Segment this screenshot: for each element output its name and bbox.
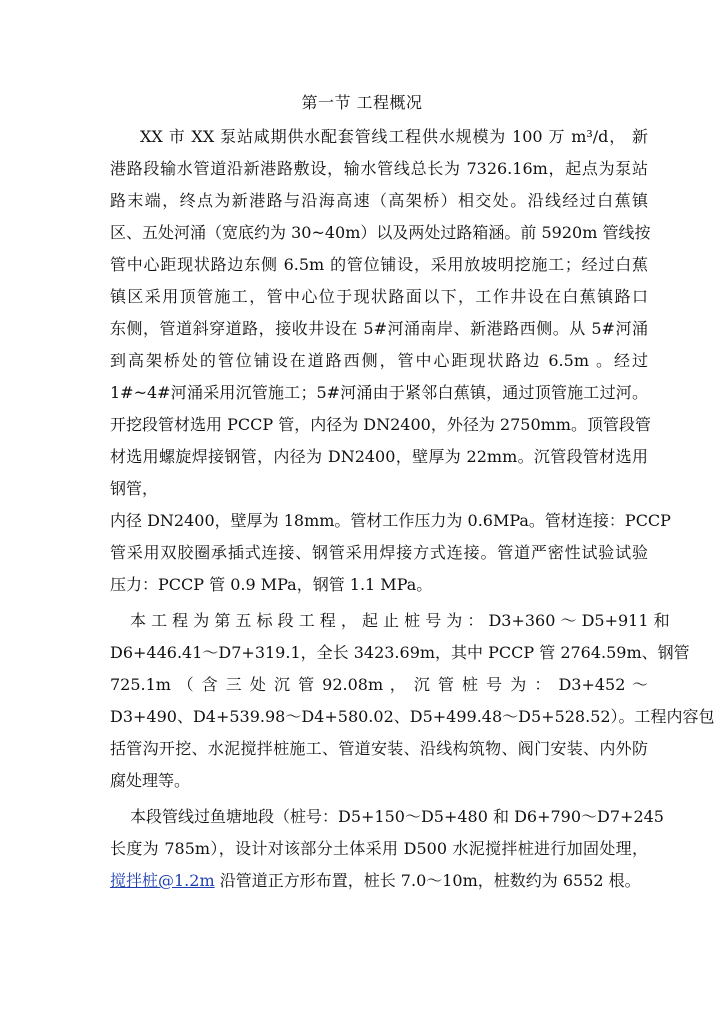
paragraph-1-line-11: 材选用螺旋焊接钢管，内径为 DN2400，壁厚为 22mm。沉管段管材选用	[110, 447, 648, 466]
paragraph-1-line-13: 内径 DN2400，壁厚为 18mm。管材工作压力为 0.6MPa。管材连接：PCCP	[110, 511, 671, 530]
paragraph-2-line-6: 腐处理等。	[110, 771, 191, 790]
paragraph-1-line-10: 开挖段管材选用 PCCP 管，内径为 DN2400，外径为 2750mm。顶管段管	[110, 415, 651, 434]
paragraph-3-line-2: 长度为 785m），设计对该部分土体采用 D500 水泥搅拌桩进行加固处理，	[110, 839, 648, 858]
paragraph-1-line-1: XX 市 XX 泵站咸期供水配套管线工程供水规模为 100 万 m³/d， 新	[140, 127, 648, 146]
paragraph-2-line-1: 本 工 程 为 第 五 标 段 工 程 ， 起 止 桩 号 为 ： D3+360 ～ D5+911 和	[130, 611, 670, 630]
paragraph-3-line-1: 本段管线过鱼塘地段（桩号：D5+150～D5+480 和 D6+790～D7+245	[130, 807, 664, 826]
paragraph-1-line-2: 港路段输水管道沿新港路敷设，输水管线总长为 7326.16m，起点为泵站	[110, 159, 648, 178]
paragraph-1-line-8: 到高架桥处的管位铺设在道路西侧，管中心距现状路边 6.5m 。经过	[110, 351, 648, 370]
paragraph-1-line-6: 镇区采用顶管施工，管中心位于现状路面以下，工作井设在白蕉镇路口	[110, 287, 648, 306]
paragraph-1-line-3: 路末端，终点为新港路与沿海高速（高架桥）相交处。沿线经过白蕉镇	[110, 191, 648, 210]
paragraph-2-line-5: 括管沟开挖、水泥搅拌桩施工、管道安装、沿线构筑物、阀门安装、内外防	[110, 739, 648, 758]
section-title: 第一节 工程概况	[301, 93, 423, 112]
paragraph-2-line-2: D6+446.41～D7+319.1，全长 3423.69m，其中 PCCP 管 2764.59m、钢管	[110, 643, 690, 662]
pile-spacing-link[interactable]: 搅拌桩@1.2m	[110, 871, 215, 890]
paragraph-3-line-3	[110, 868, 648, 894]
paragraph-1-line-15: 压力：PCCP 管 0.9 MPa，钢管 1.1 MPa。	[110, 575, 433, 594]
paragraph-1-line-9: 1#~4#河涌采用沉管施工；5#河涌由于紧邻白蕉镇，通过顶管施工过河。	[110, 383, 648, 402]
paragraph-2-line-4: D3+490、D4+539.98～D4+580.02、D5+499.48～D5+528.52）。工程内容包	[110, 707, 715, 726]
paragraph-3-line-3-text: 沿管道正方形布置，桩长 7.0～10m，桩数约为 6552 根。	[214, 871, 641, 890]
paragraph-1-line-4: 区、五处河涌（宽底约为 30~40m）以及两处过路箱涵。前 5920m 管线按	[110, 223, 651, 242]
paragraph-2-line-3: 725.1m （ 含 三 处 沉 管 92.08m ， 沉 管 桩 号 为 ： D3+452 ～	[110, 675, 648, 694]
paragraph-1-line-7: 东侧，管道斜穿道路，接收井设在 5#河涌南岸、新港路西侧。从 5#河涌	[110, 319, 648, 338]
paragraph-1-line-14: 管采用双胶圈承插式连接、钢管采用焊接方式连接。管道严密性试验试验	[110, 543, 648, 562]
paragraph-1-line-5: 管中心距现状路边东侧 6.5m 的管位铺设，采用放坡明挖施工；经过白蕉	[110, 255, 648, 274]
paragraph-1-line-12: 钢管，	[110, 479, 159, 498]
